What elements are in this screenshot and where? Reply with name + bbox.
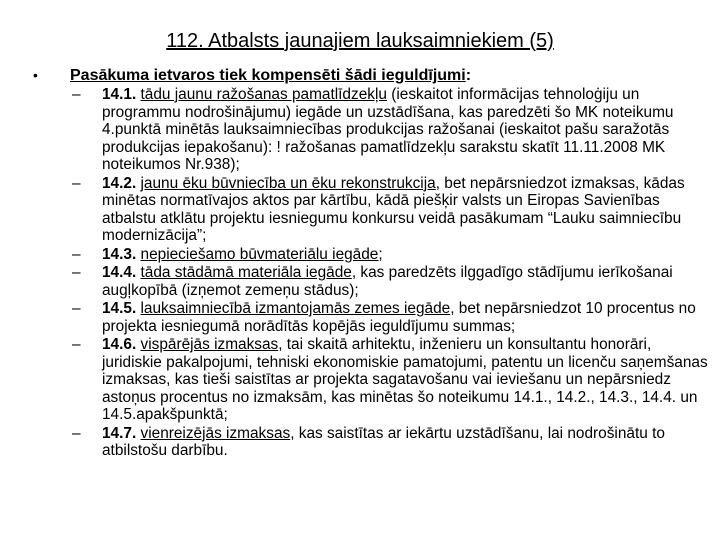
item-text: , kas paredzēts ilggadīgo stādījumu ierīkošanai augļkopībā (izņemot zemeņu stādus); <box>102 264 673 299</box>
item-number: 14.1. <box>102 86 137 103</box>
item-number: 14.5. <box>102 300 137 317</box>
item-number: 14.3. <box>102 245 137 263</box>
bullet-icon: • <box>33 67 38 83</box>
item-text: , kas saistītas ar iekārtu uzstādīšanu, lai nodrošinātu to atbilstošu darbību. <box>102 424 665 459</box>
item-heading: vispārējās izmaksas <box>140 336 279 353</box>
intro-text <box>70 67 471 84</box>
dash-icon: – <box>72 300 81 317</box>
dash-icon: – <box>72 174 81 192</box>
dash-icon: – <box>72 424 81 442</box>
intro-rest: : <box>465 67 472 84</box>
list-item <box>0 264 720 299</box>
intro-bullet-item <box>0 66 720 85</box>
item-number: 14.2. <box>102 174 137 192</box>
item-heading: tādu jaunu ražošanas pamatlīdzekļu <box>140 86 387 103</box>
intro-underlined: Pasākuma ietvaros tiek kompensēti šādi ieguldījumi <box>70 67 466 84</box>
item-text: , bet nepārsniedzot izmaksas, kādas minētas normatīvajos aktos par kārtību, kādā piešķir valsts un Eiropas Savienības atbalstu atklātu projektu iesniegumu konkursu veidā pasākumam “Lauku saimniecību modernizācija”; <box>102 174 685 244</box>
item-heading: vienreizējās izmaksas <box>140 424 291 442</box>
dash-icon: – <box>72 245 81 263</box>
item-number: 14.7. <box>102 424 137 442</box>
list-item <box>0 300 720 335</box>
dash-icon: – <box>72 86 81 103</box>
list-item <box>0 175 720 245</box>
item-number: 14.4. <box>102 264 137 281</box>
item-heading: tāda stādāmā materiāla iegāde <box>140 264 352 281</box>
item-text: , tai skaitā arhitektu, inženieru un konsultantu honorāri, juridiskie pakalpojumi, tehniski ekonomiskie pamatojumi, patentu un licenču saņemšanas izmaksas, kas tieši saistītas ar projekta sagatavošanu vai ieviešanu un nepārsniedz astoņus procentus no izmaksām, kas minētas šo noteikumu 14.1., 14.2., 14.3., 14.4. un 14.5.apakšpunktā; <box>102 336 708 423</box>
dash-icon: – <box>72 264 81 281</box>
item-text: , bet nepārsniedzot 10 procentus no projekta iesniegumā norādītās kopējās ieguldījumu summas; <box>102 300 696 335</box>
content-list <box>0 66 720 460</box>
item-number: 14.6. <box>102 336 137 353</box>
list-item <box>0 246 720 264</box>
list-item <box>0 86 720 174</box>
item-heading: jaunu ēku būvniecība un ēku rekonstrukcija <box>140 174 436 192</box>
dash-icon: – <box>72 336 81 353</box>
item-heading: lauksaimniecībā izmantojamās zemes iegāde <box>140 300 451 317</box>
slide-title: 112. Atbalsts jaunajiem lauksaimniekiem (5) <box>166 30 554 52</box>
item-heading: nepieciešamo būvmateriālu iegāde; <box>140 245 383 263</box>
list-item <box>0 425 720 460</box>
list-item <box>0 336 720 424</box>
item-text: (ieskaitot informācijas tehnoloģiju un programmu nodrošinājumu) iegāde un uzstādīšana, kas paredzēti šo MK noteikumu 4.punktā minētās lauksaimniecības produkcijas ražošanai (ieskaitot pašu saražotās produkcijas iepakošanu): ! ražošanas pamatlīdzekļu sarakstu skatīt 11.11.2008 MK noteikumos Nr.938); <box>102 86 674 173</box>
